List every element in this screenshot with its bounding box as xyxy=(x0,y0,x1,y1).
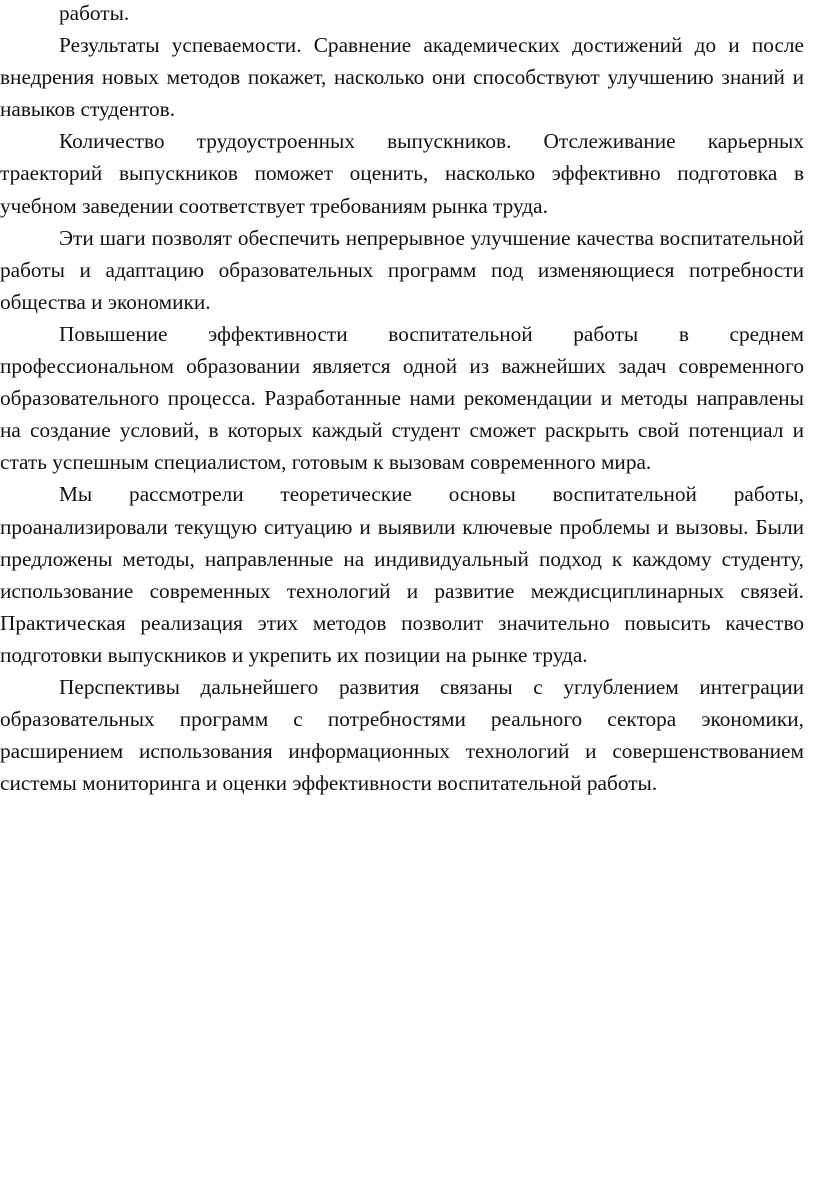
paragraph-conclusions: Мы рассмотрели теоретические основы воспитательной работы, проанализировали текущую ситуацию и выявили ключевые проблемы и вызовы. Были предложены методы, направленные на индивидуальный подход к каждому студенту, использование современных технологий и развитие междисциплинарных связей. Практическая реализация этих методов позволит значительно повысить качество подготовки выпускников и укрепить их позиции на рынке труда. xyxy=(0,482,804,667)
paragraph-continuation: работы. xyxy=(59,1,130,25)
paragraph-perspectives: Перспективы дальнейшего развития связаны с углублением интеграции образовательных программ с потребностями реального сектора экономики, расширением использования информационных технологий и совершенствованием системы мониторинга и оценки эффективности воспитательной работы. xyxy=(0,674,804,796)
paragraph-academic-results: Результаты успеваемости. Сравнение академических достижений до и после внедрения новых методов покажет, насколько они способствуют улучшению знаний и навыков студентов. xyxy=(0,33,804,122)
paragraph-employed-graduates: Количество трудоустроенных выпускников. Отслеживание карьерных траекторий выпускников поможет оценить, насколько эффективно подготовка в учебном заведении соответствует требованиям рынка труда. xyxy=(0,129,804,218)
paragraph-efficiency-increase: Повышение эффективности воспитательной работы в среднем профессиональном образовании является одной из важнейших задач современного образовательного процесса. Разработанные нами рекомендации и методы направлены на создание условий, в которых каждый студент сможет раскрыть свой потенциал и стать успешным специалистом, готовым к вызовам современного мира. xyxy=(0,321,804,475)
paragraph-improvement-steps: Эти шаги позволят обеспечить непрерывное улучшение качества воспитательной работы и адаптацию образовательных программ под изменяющиеся потребности общества и экономики. xyxy=(0,225,804,314)
